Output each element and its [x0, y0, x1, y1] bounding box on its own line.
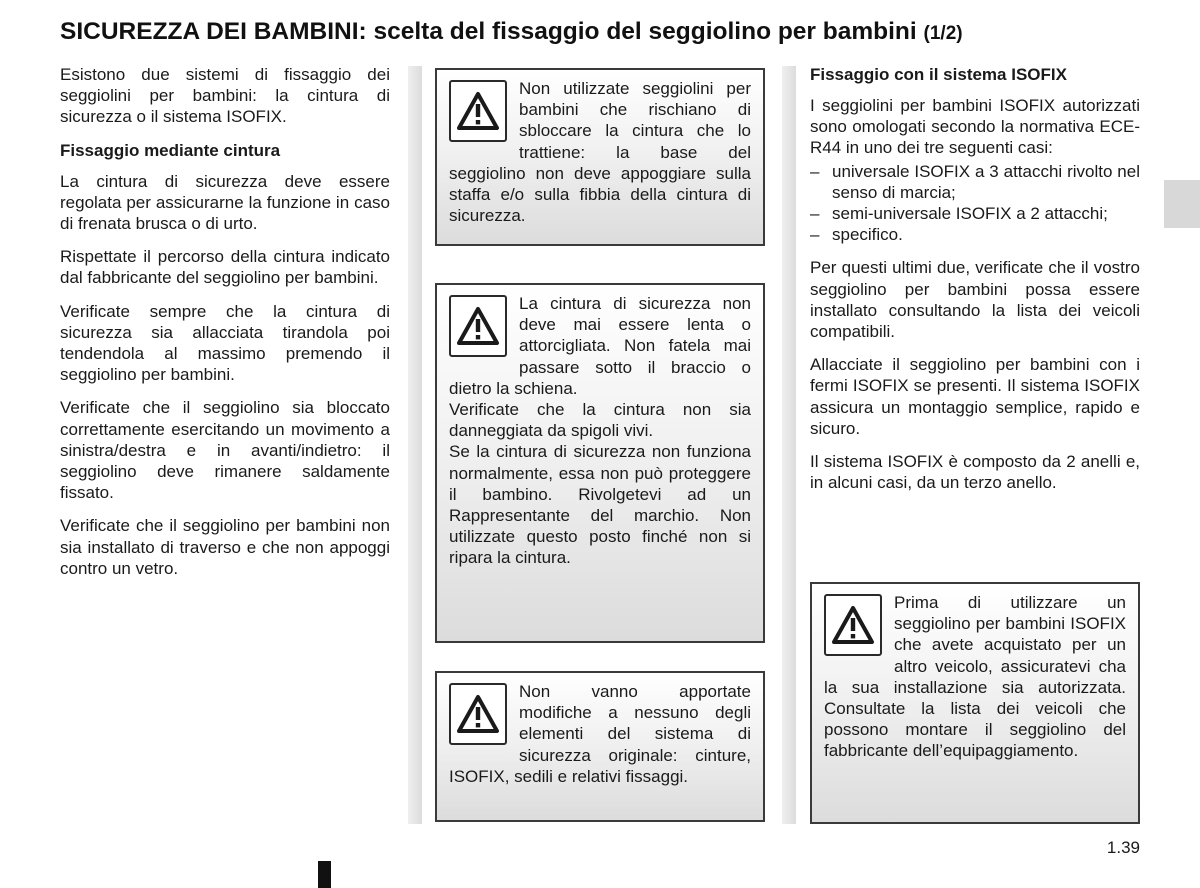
- intro-paragraph: Esistono due sistemi di fissaggio dei seggiolini per bambini: la cintura di sicurezza o il sistema ISOFIX.: [60, 65, 390, 127]
- list-item: – semi-universale ISOFIX a 2 attacchi;: [810, 203, 1140, 224]
- isofix-section-heading: Fissaggio con il sistema ISOFIX: [810, 65, 1067, 84]
- right-column: [810, 64, 1140, 505]
- warning-box: [810, 582, 1140, 824]
- belt-paragraph: Rispettate il percorso della cintura indicato dal fabbricante del seggiolino per bambini.: [60, 247, 390, 288]
- isofix-paragraph: Il sistema ISOFIX è composto da 2 anelli e, in alcuni casi, da un terzo anello.: [810, 452, 1140, 493]
- isofix-paragraph: Per questi ultimi due, verificate che il vostro seggiolino per bambini possa essere installato consultando la lista dei veicoli compatibili.: [810, 258, 1140, 342]
- belt-paragraph: Verificate che il seggiolino sia bloccato correttamente esercitando un movimento a sinistra/destra e in avanti/indietro: il seggiolino deve rimanere saldamente fissato.: [60, 398, 390, 503]
- belt-paragraph: Verificate sempre che la cintura di sicurezza sia allacciata tirandola poi tendendola al massimo premendo il seggiolino per bambini.: [60, 301, 390, 385]
- page-title-suffix: (1/2): [923, 23, 963, 44]
- belt-paragraph: Verificate che il seggiolino per bambini non sia installato di traverso e che non appoggi contro un vetro.: [60, 516, 390, 578]
- page-title: [60, 18, 1160, 46]
- isofix-intro: I seggiolini per bambini ISOFIX autorizzati sono omologati secondo la normativa ECE-R44 in uno dei tre seguenti casi:: [810, 96, 1140, 158]
- warning-box: [435, 68, 765, 246]
- page-number: 1.39: [1106, 838, 1140, 857]
- warning-triangle-icon: [449, 683, 507, 745]
- isofix-case-list: [810, 161, 1140, 246]
- page-title-text: SICUREZZA DEI BAMBINI: scelta del fissaggio del seggiolino per bambini: [60, 18, 917, 45]
- list-item: – universale ISOFIX a 3 attacchi rivolto nel senso di marcia;: [810, 161, 1140, 203]
- warning-box: [435, 671, 765, 822]
- list-item: – specifico.: [810, 224, 1140, 245]
- warning-triangle-icon: [449, 80, 507, 142]
- isofix-paragraph: Allacciate il seggiolino per bambini con i fermi ISOFIX se presenti. Il sistema ISOFIX assicura un montaggio semplice, rapido e sicuro.: [810, 355, 1140, 438]
- warning-triangle-icon: [449, 295, 507, 357]
- column-separator: [408, 66, 422, 824]
- warning-text: Verificate che la cintura non sia danneggiata da spigoli vivi.: [449, 400, 751, 441]
- warning-text: Se la cintura di sicurezza non funziona normalmente, essa non può proteggere il bambino. Rivolgetevi ad un Rappresentante del marchio. Non utilizzate questo posto finché non si ripara la cintura.: [449, 442, 751, 568]
- warning-text: Non vanno apportate modifiche a nessuno degli elementi del sistema di sicurezza originale: cinture, ISOFIX, sedili e relativi fissaggi.: [449, 682, 751, 786]
- warning-triangle-icon: [824, 594, 882, 656]
- warning-text: Non utilizzate seggiolini per bambini che rischiano di sbloccare la cintura che lo trattiene: la base del seggiolino non deve appoggiare sulla staffa e/o sulla fibbia della cintura di sicurezza.: [449, 79, 751, 226]
- warning-text: Prima di utilizzare un seggiolino per bambini ISOFIX che avete acquistato per un altro veicolo, assicuratevi cha la sua installazione sia autorizzata. Consultate la lista dei veicoli che possono montare il seggiolino del fabbricante dell’equipaggiamento.: [824, 593, 1126, 761]
- belt-section-heading: Fissaggio mediante cintura: [60, 140, 281, 160]
- chapter-thumb-tab: [1164, 180, 1200, 228]
- warning-box: [435, 283, 765, 643]
- left-column: [60, 64, 390, 591]
- column-separator: [782, 66, 796, 824]
- belt-paragraph: La cintura di sicurezza deve essere regolata per assicurarne la funzione in caso di frenata brusca o di urto.: [60, 171, 390, 234]
- print-mark: [318, 861, 331, 888]
- warning-text: La cintura di sicurezza non deve mai essere lenta o attorcigliata. Non fatela mai passare sotto il braccio o dietro la schiena.: [449, 294, 751, 398]
